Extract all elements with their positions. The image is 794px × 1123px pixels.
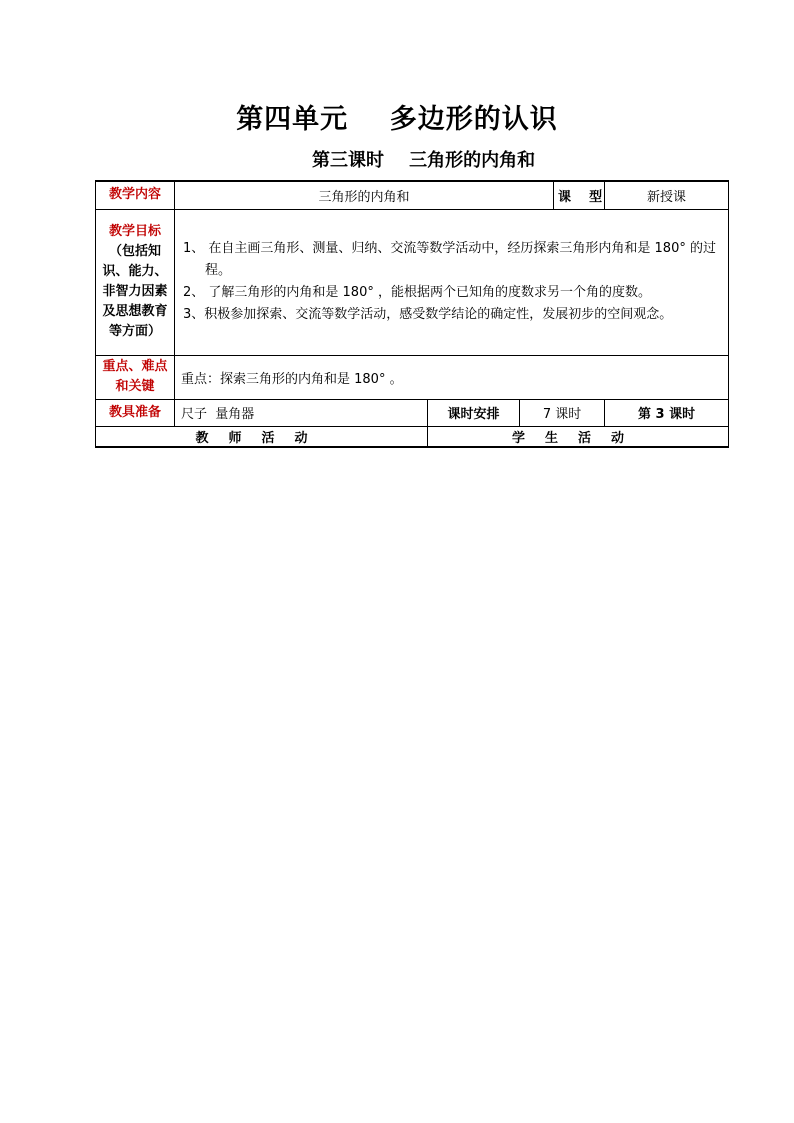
goal-item: 1、 在自主画三角形、测量、归纳、交流等数学活动中，经历探索三角形内角和是 180° 的过程。 [183, 241, 716, 278]
goal-item: 2、 了解三角形的内角和是 180° ，能根据两个已知角的度数求另一个角的度数。 [183, 285, 651, 300]
lesson-type-label: 课 型 [554, 181, 605, 209]
tools-row [96, 399, 729, 426]
goals-list [175, 209, 729, 355]
goals-label [96, 209, 175, 355]
goals-row [96, 209, 729, 355]
page-title: 第四单元 多边形的认识 [236, 104, 558, 135]
content-value: 三角形的内角和 [175, 181, 554, 209]
content-row [96, 181, 729, 209]
content-label: 教学内容 [96, 181, 175, 209]
current-lesson: 第 3 课时 [605, 399, 729, 426]
schedule-value: 7 课时 [520, 399, 605, 426]
teacher-activity-header: 教师活动 [96, 426, 428, 447]
key-points-row [96, 355, 729, 399]
lesson-type-value: 新授课 [605, 181, 729, 209]
tools-value: 尺子 量角器 [175, 399, 428, 426]
activity-header-row [96, 426, 729, 447]
tools-label: 教具准备 [96, 399, 175, 426]
lesson-plan-table [95, 180, 729, 448]
goals-label-main: 教学目标 [108, 224, 161, 239]
lesson-subtitle: 第三课时 三角形的内角和 [312, 150, 536, 171]
goals-label-note: （包括知识、能力、非智力因素及思想教育等方面） [102, 244, 168, 339]
student-activity-header: 学生活动 [428, 426, 729, 447]
key-points-value: 重点：探索三角形的内角和是 180° 。 [175, 355, 729, 399]
goal-item: 3、积极参加探索、交流等数学活动，感受数学结论的确定性，发展初步的空间观念。 [183, 307, 673, 322]
schedule-label: 课时安排 [428, 399, 520, 426]
key-points-label: 重点、难点和关键 [96, 355, 175, 399]
